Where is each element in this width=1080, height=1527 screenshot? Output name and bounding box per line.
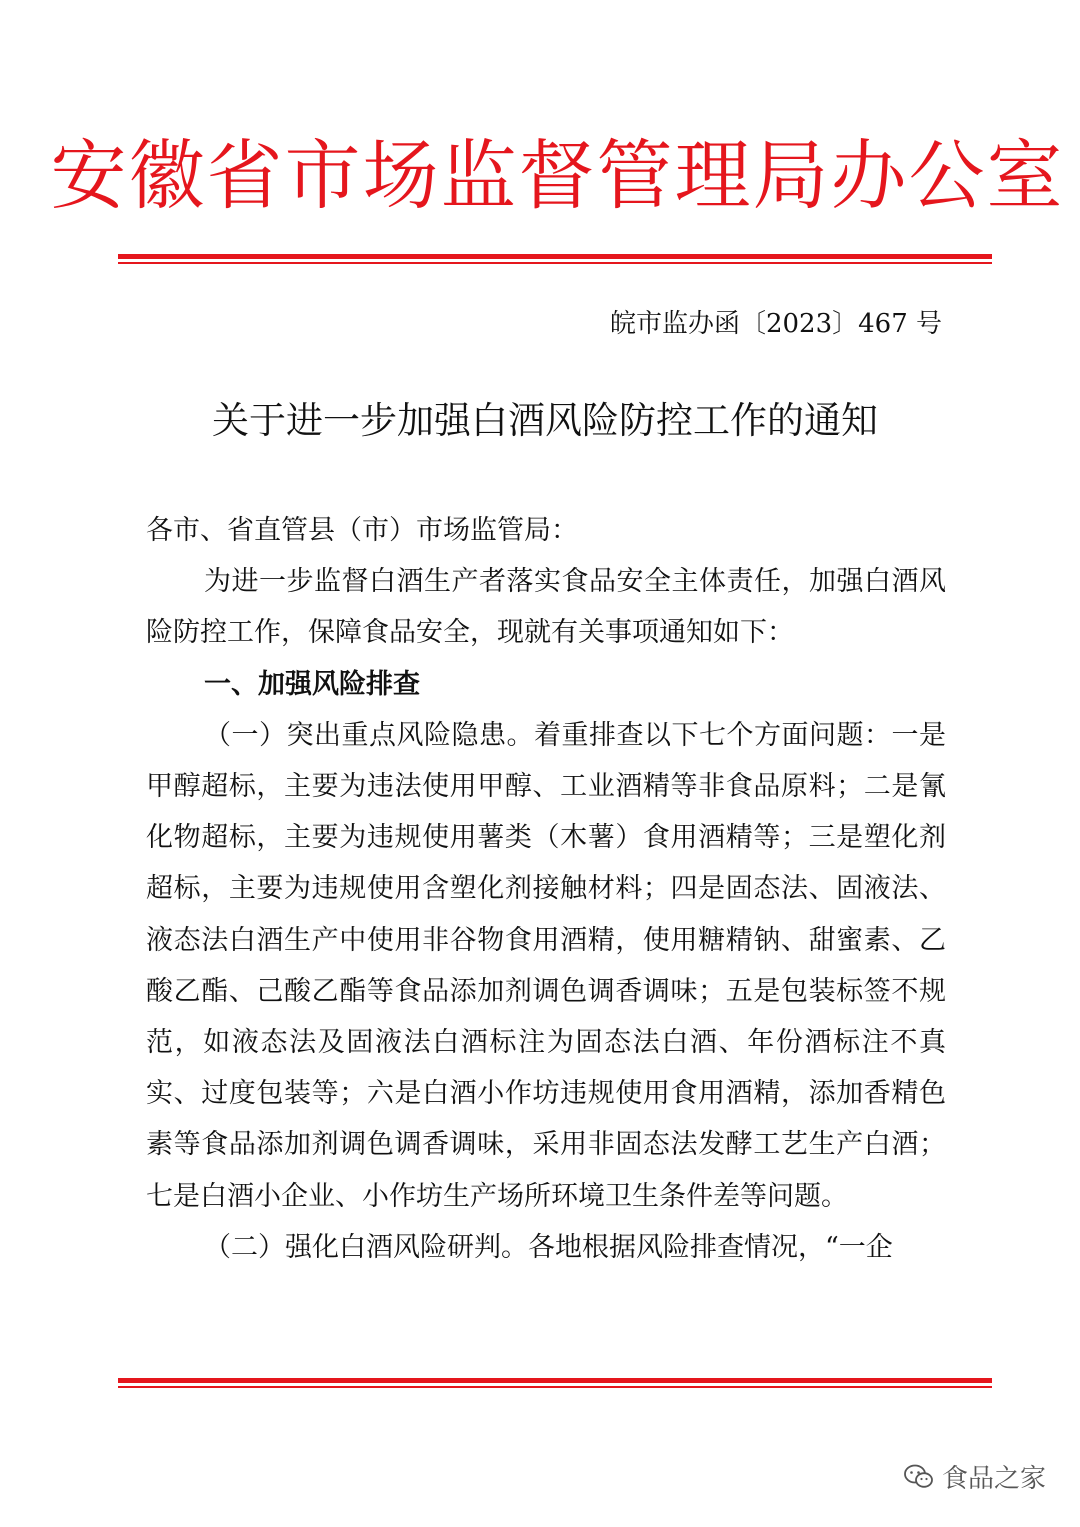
document-body [146, 505, 946, 1273]
paragraph-item-1: （一）突出重点风险隐患。着重排查以下七个方面问题：一是甲醇超标，主要为违法使用甲醇、工业酒精等非食品原料；二是氰化物超标，主要为违规使用薯类（木薯）食用酒精等；三是塑化剂超标，主要为违规使用含塑化剂接触材料；四是固态法、固液法、液态法白酒生产中使用非谷物食用酒精，使用糖精钠、甜蜜素、乙酸乙酯、己酸乙酯等食品添加剂调色调香调味；五是包装标签不规范，如液态法及固液法白酒标注为固态法白酒、年份酒标注不真实、过度包装等；六是白酒小作坊违规使用食用酒精，添加香精色素等食品添加剂调色调香调味，采用非固态法发酵工艺生产白酒；七是白酒小企业、小作坊生产场所环境卫生条件差等问题。 [146, 719, 946, 1212]
paragraph-item-2: （二）强化白酒风险研判。各地根据风险排查情况，“一企 [204, 1231, 893, 1263]
salutation: 各市、省直管县（市）市场监管局： [146, 515, 578, 546]
red-rule-thick [118, 254, 992, 259]
wechat-icon [904, 1464, 934, 1490]
document-title: 关于进一步加强白酒风险防控工作的通知 [212, 399, 878, 442]
issuer-header: 安徽省市场监督管理局办公室 [50, 131, 1065, 220]
red-divider-bottom [118, 1378, 992, 1388]
watermark-text: 食品之家 [941, 1464, 1046, 1494]
red-rule-thin [118, 262, 992, 264]
watermark [904, 1458, 1046, 1495]
red-rule-thick [118, 1378, 992, 1383]
document-number: 皖市监办函〔2023〕467 号 [609, 309, 942, 339]
red-rule-thin [118, 1386, 992, 1388]
red-divider-top [118, 254, 992, 264]
intro-paragraph: 为进一步监督白酒生产者落实食品安全主体责任，加强白酒风险防控工作，保障食品安全，现就有关事项通知如下： [146, 566, 946, 649]
section-heading: 一、加强风险排查 [204, 668, 420, 700]
